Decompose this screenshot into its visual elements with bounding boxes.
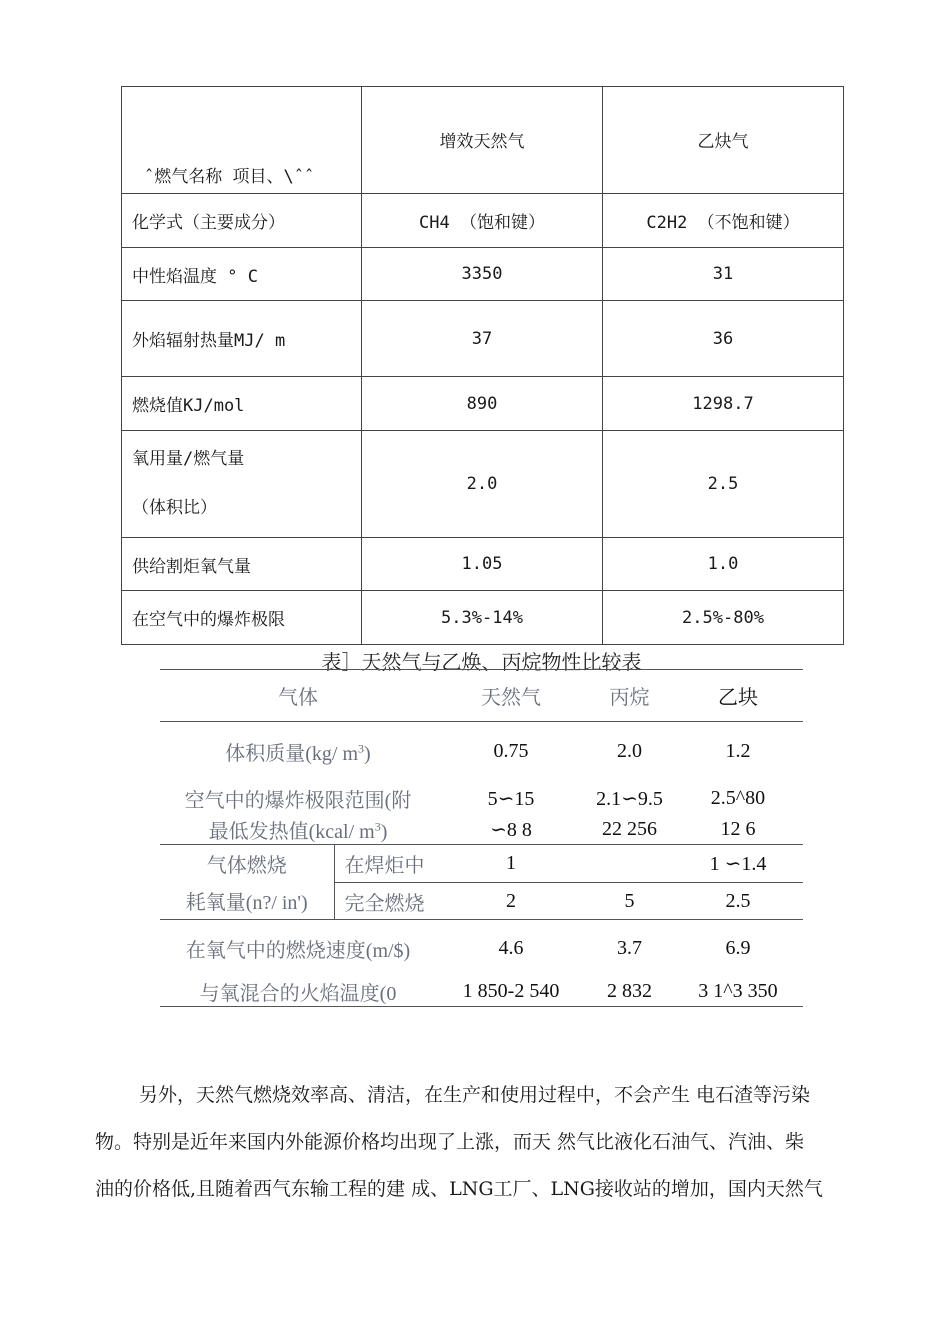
header-cell-gas: 气体 [160, 670, 436, 722]
cell-value: 3.7 [617, 936, 642, 959]
row-label: 供给割炬氧气量 [122, 538, 362, 591]
cell-value: 22 256 [586, 815, 673, 845]
cell-value: 1298.7 [603, 377, 844, 431]
table-row [122, 248, 844, 301]
header-cell-acetylene: 乙炔气 [603, 87, 844, 194]
cell-value: 3 1^3 350 [673, 977, 803, 1007]
cell-value: 5∽15 [487, 787, 535, 810]
cell-value: 2 832 [586, 977, 673, 1007]
row-label: 与氧混合的火焰温度(0 [160, 977, 436, 1007]
superscript: 3 [374, 819, 381, 834]
table-header-row [122, 87, 844, 194]
paragraph-line: 物。特别是近年来国内外能源价格均出现了上涨，而天 然气比液化石油气、汽油、柴 [95, 1131, 805, 1153]
table-row [160, 782, 803, 815]
cell-value: ∽8 8 [436, 815, 586, 845]
property-comparison-table [160, 669, 803, 1007]
cell-value: 1 [436, 845, 586, 883]
table-row [122, 431, 844, 538]
header-cell-enhanced-natural-gas: 增效天然气 [362, 87, 603, 194]
header-cell-propane: 丙烷 [586, 670, 673, 722]
table-row [160, 815, 803, 845]
row-label: 在氧气中的燃烧速度(m/$) [185, 939, 411, 962]
table-row [160, 722, 803, 782]
row-label: 中性焰温度 ° C [122, 248, 362, 301]
row-label-line2: （体积比） [132, 498, 217, 518]
close-paren: ) [364, 743, 371, 766]
close-paren: ) [380, 820, 388, 843]
table-row [160, 883, 803, 920]
cell-value: 2.5%-80% [603, 591, 844, 645]
sub-label: 完全燃烧 [334, 883, 436, 920]
cell-value: 2.5 [603, 431, 844, 538]
cell-value: 2.1∽9.5 [596, 787, 663, 810]
paragraph-line: 另外，天然气燃烧效率高、清洁，在生产和使用过程中，不会产生 电石渣等污染 [139, 1084, 811, 1106]
cell-value: 4.6 [498, 936, 524, 959]
oxygen-label-top: 气体燃烧 [160, 845, 334, 883]
cell-value: 890 [362, 377, 603, 431]
cell-value: 2.5^80 [710, 786, 766, 809]
table-row [122, 538, 844, 591]
gas-comparison-table [121, 86, 844, 645]
table-caption: 表］天然气与乙焕、丙烷物性比较表 [321, 650, 642, 674]
row-label-text: 体积质量(kg/ m [225, 743, 359, 766]
cell-value: 2.5 [673, 883, 803, 920]
cell-value: 1.0 [603, 538, 844, 591]
table-row [122, 591, 844, 645]
row-label: 外焰辐射热量MJ/ m [122, 301, 362, 377]
sub-label: 在焊炬中 [334, 845, 436, 883]
cell-value: C2H2 （不饱和键） [603, 194, 844, 248]
row-label [122, 431, 362, 538]
cell-value: 37 [362, 301, 603, 377]
cell-value: 36 [603, 301, 844, 377]
row-label: 燃烧值KJ/mol [122, 377, 362, 431]
cell-value: 1.05 [362, 538, 603, 591]
row-label: 化学式（主要成分） [122, 194, 362, 248]
cell-value: 12 6 [673, 815, 803, 845]
cell-value: 5.3%-14% [362, 591, 603, 645]
superscript: 3 [358, 741, 365, 756]
row-label [160, 722, 436, 782]
cell-value: 0.75 [493, 740, 529, 763]
table-row [160, 845, 803, 883]
cell-value: 1 850-2 540 [436, 977, 586, 1007]
row-label: 在空气中的爆炸极限 [122, 591, 362, 645]
row-label [160, 815, 436, 845]
cell-value: 2.0 [362, 431, 603, 538]
cell-value: 2 [436, 883, 586, 920]
table-row [160, 920, 803, 977]
paragraph-line: 油的价格低,且随着西气东输工程的建 成、LNG工厂、LNG接收站的增加，国内天然气 [95, 1178, 823, 1200]
cell-value: 2.0 [617, 740, 642, 763]
cell-value: 1.2 [725, 740, 751, 763]
table-row [122, 377, 844, 431]
oxygen-label-bottom: 耗氧量(n?/ in') [160, 883, 334, 920]
header-cell-natural-gas: 天然气 [436, 670, 586, 722]
table-row [122, 301, 844, 377]
row-label-text: 最低发热值(kcal/ m [208, 820, 375, 843]
header-cell-acetylene: 乙块 [673, 670, 803, 722]
body-paragraph [95, 1072, 865, 1213]
cell-value: 1 ∽1.4 [673, 845, 803, 883]
cell-value: 3350 [362, 248, 603, 301]
cell-value: 5 [586, 883, 673, 920]
table-header-row [160, 670, 803, 722]
cell-value: CH4 （饱和键） [362, 194, 603, 248]
header-cell-diagonal: ˆ燃气名称 项目、\ˆˆ [122, 87, 362, 194]
row-label: 空气中的爆炸极限范围(附 [184, 789, 412, 812]
cell-value: 31 [603, 248, 844, 301]
table-row [160, 977, 803, 1007]
cell-value [586, 845, 673, 883]
cell-value: 6.9 [725, 936, 751, 959]
row-label-line1: 氧用量/燃气量 [132, 449, 245, 469]
table-row [122, 194, 844, 248]
